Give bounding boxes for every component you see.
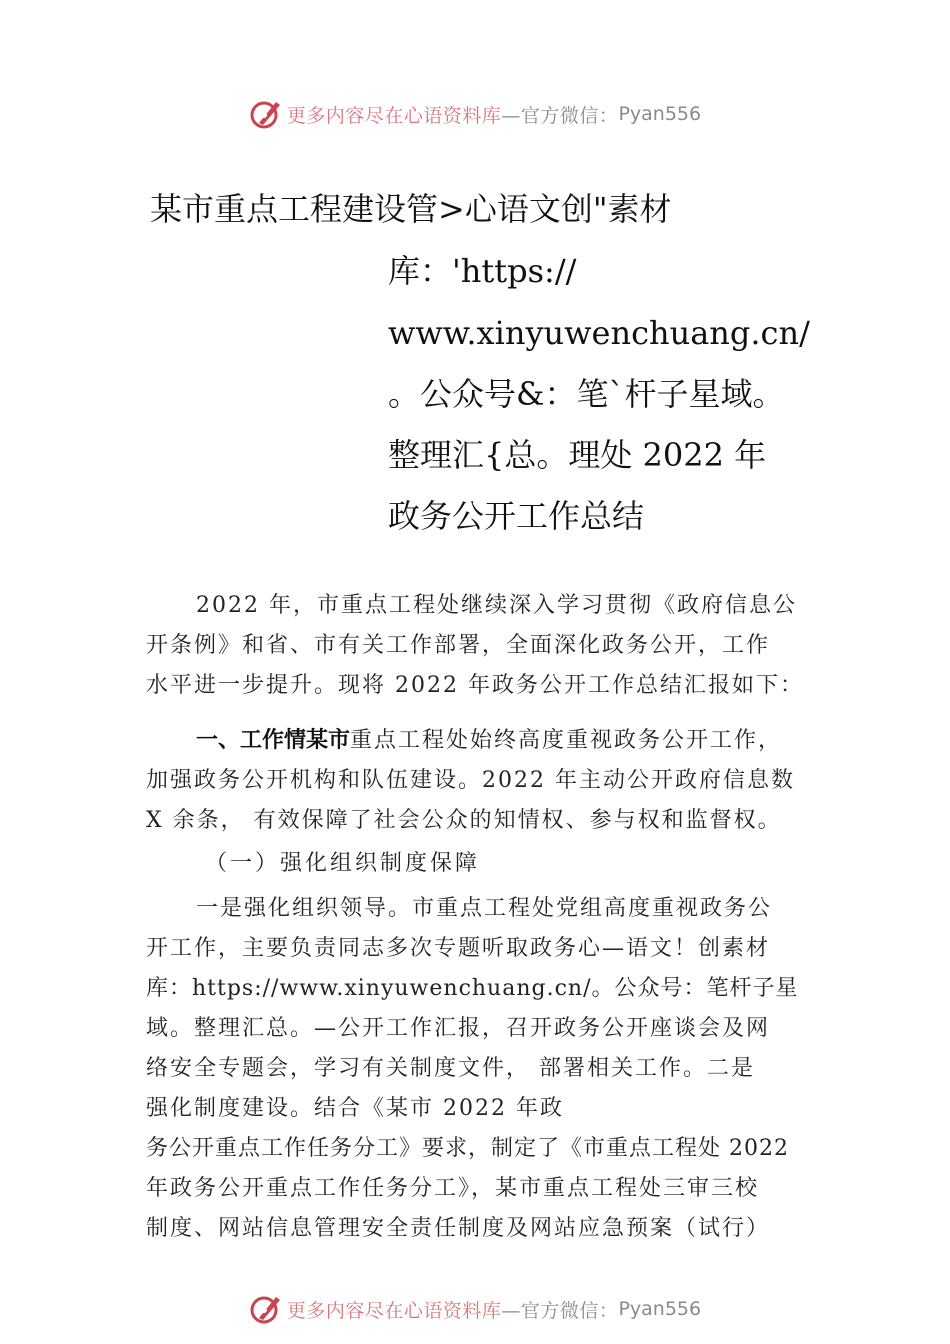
intro-paragraph (146, 586, 826, 706)
header-watermark (0, 94, 950, 134)
body-line: 开工作，主要负责同志多次专题听取政务心—语文！创素材 (146, 936, 771, 961)
body-line: 一是强化组织领导。市重点工程处党组高度重视政务公 (196, 896, 773, 921)
watermark-wechat-label: —官方微信： (501, 1299, 619, 1322)
watermark-site-text: 更多内容尽在心语资料库 (286, 1299, 502, 1322)
body-line: 络安全专题会，学习有关制度文件， 部署相关工作。二是 (146, 1056, 755, 1081)
body-paragraph (146, 889, 826, 1249)
watermark-wechat-id: Pyan556 (618, 103, 702, 125)
document-title-line-3: www.xinyuwenchuang.cn/ (388, 314, 810, 352)
watermark-wechat-label: —官方微信： (501, 104, 619, 127)
section-1-paragraph (146, 721, 826, 841)
section-1-text: 重点工程处始终高度重视政务公开工作， (350, 728, 783, 753)
watermark-wechat-id: Pyan556 (618, 1298, 702, 1320)
section-1-line: X 余条， 有效保障了社会公众的知情权、参与权和监督权。 (146, 808, 782, 833)
intro-line: 2022 年，市重点工程处继续深入学习贯彻《政府信息公 (196, 593, 797, 618)
body-line: 域。整理汇总。—公开工作汇报，召开政务公开座谈会及网 (146, 1016, 771, 1041)
document-title-line-5: 整理汇{总。理处 2022 年 (388, 436, 767, 474)
body-line: 务公开重点工作任务分工》要求，制定了《市重点工程处 2022 (146, 1136, 789, 1161)
body-line: 库：https://www.xinyuwenchuang.cn/。公众号：笔杆子星 (146, 976, 799, 1001)
footer-watermark (0, 1289, 950, 1329)
intro-line: 水平进一步提升。现将 2022 年政务公开工作总结汇报如下： (146, 673, 804, 698)
document-title-line-1: 某市重点工程建设管>心语文创"素材 (150, 190, 672, 228)
pen-logo-icon (249, 97, 283, 131)
section-1-heading: 一、工作情某市 (196, 728, 351, 753)
watermark-site-text: 更多内容尽在心语资料库 (286, 104, 502, 127)
intro-line: 开条例》和省、市有关工作部署，全面深化政务公开，工作 (146, 633, 771, 658)
body-line: 强化制度建设。结合《某市 2022 年政 (146, 1096, 564, 1121)
section-1-line: 加强政务公开机构和队伍建设。2022 年主动公开政府信息数 (146, 768, 795, 793)
document-title-line-6: 政务公开工作总结 (388, 497, 645, 535)
section-1-first-line (146, 721, 826, 761)
subsection-heading: （一）强化组织制度保障 (205, 851, 481, 876)
pen-logo-icon (249, 1292, 283, 1326)
body-line: 年政务公开重点工作任务分工》，某市重点工程处三审三校 (146, 1176, 760, 1201)
body-line: 制度、网站信息管理安全责任制度及网站应急预案（试行） (146, 1216, 771, 1241)
document-title-line-4: 。公众号&：笔`杆子星域。 (388, 375, 785, 413)
document-title-line-2: 库：'https:// (388, 252, 577, 290)
